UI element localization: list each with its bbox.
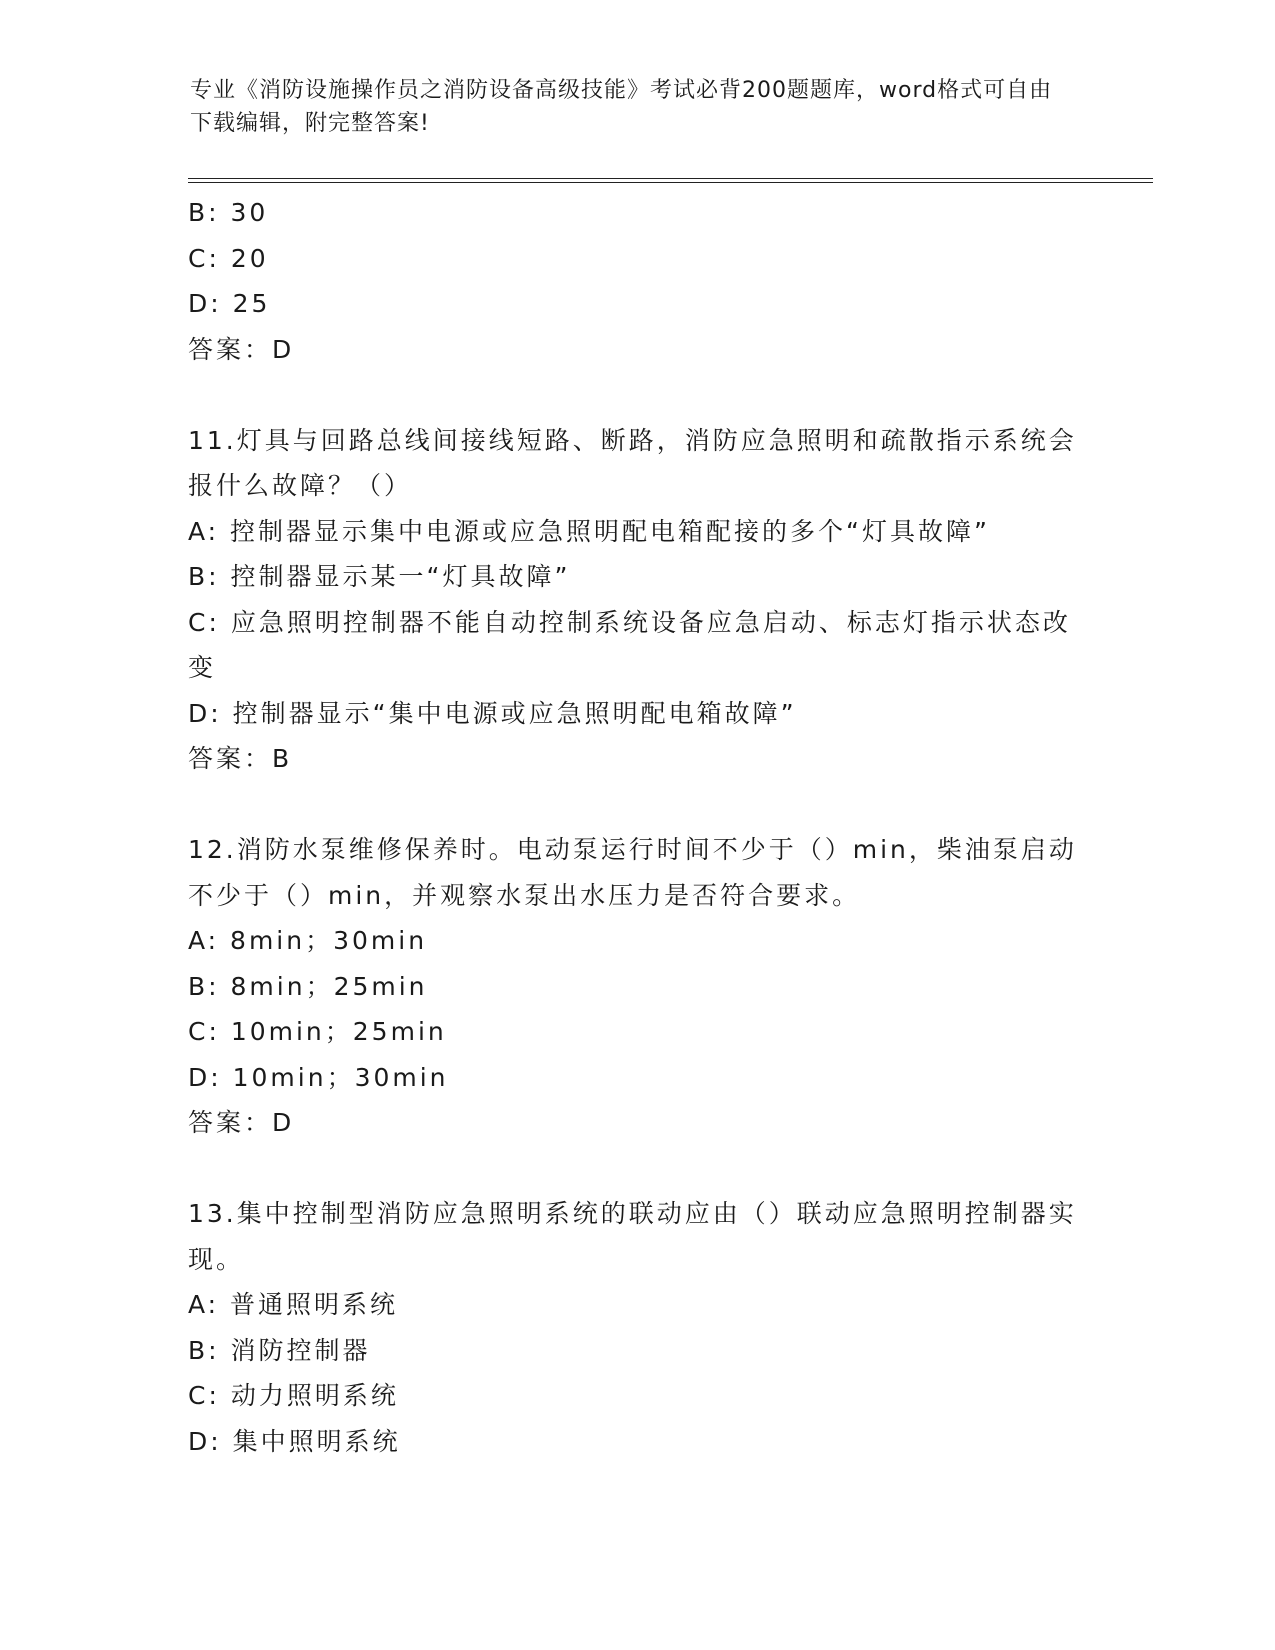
option-d: D: 集中照明系统 <box>188 1426 401 1456</box>
spacer <box>188 372 1088 418</box>
option-d: D: 10min；30min <box>188 1062 449 1092</box>
header-title: 专业《消防设施操作员之消防设备高级技能》考试必背200题题库，word格式可自由下载编辑，附完整答案! <box>190 78 1053 136</box>
spacer <box>188 1146 1088 1192</box>
question-13 <box>188 1191 1088 1464</box>
answer-line: 答案：D <box>188 334 295 364</box>
question-list <box>188 190 1088 1464</box>
question-stem: 13.集中控制型消防应急照明系统的联动应由（）联动应急照明控制器实现。 <box>188 1199 1077 1274</box>
option-b: B: 30 <box>188 198 269 227</box>
option-b: B: 消防控制器 <box>188 1335 371 1365</box>
option-a: A: 8min；30min <box>188 926 428 955</box>
answer-line: 答案：B <box>188 744 293 773</box>
option-a: A: 普通照明系统 <box>188 1290 399 1319</box>
answer-line: 答案：D <box>188 1108 295 1137</box>
option-a: A: 控制器显示集中电源或应急照明配电箱配接的多个“灯具故障” <box>188 516 990 546</box>
option-d: D: 控制器显示“集中电源或应急照明配电箱故障” <box>188 698 797 728</box>
option-c: C: 10min；25min <box>188 1017 447 1046</box>
option-c: C: 动力照明系统 <box>188 1381 399 1410</box>
question-12 <box>188 827 1088 1146</box>
option-b: B: 控制器显示某一“灯具故障” <box>188 562 571 591</box>
option-b: B: 8min；25min <box>188 971 428 1001</box>
question-stem: 11.灯具与回路总线间接线短路、断路，消防应急照明和疏散指示系统会报什么故障？（） <box>188 425 1077 500</box>
spacer <box>188 782 1088 828</box>
question-continued <box>188 190 1088 372</box>
header-divider <box>188 178 1153 183</box>
option-d: D: 25 <box>188 289 271 318</box>
page-header <box>190 74 1070 140</box>
option-c: C: 20 <box>188 243 269 273</box>
question-stem: 12.消防水泵维修保养时。电动泵运行时间不少于（）min，柴油泵启动不少于（）min，并观察水泵出水压力是否符合要求。 <box>188 835 1077 910</box>
option-c: C: 应急照明控制器不能自动控制系统设备应急启动、标志灯指示状态改变 <box>188 607 1071 682</box>
question-11 <box>188 418 1088 782</box>
